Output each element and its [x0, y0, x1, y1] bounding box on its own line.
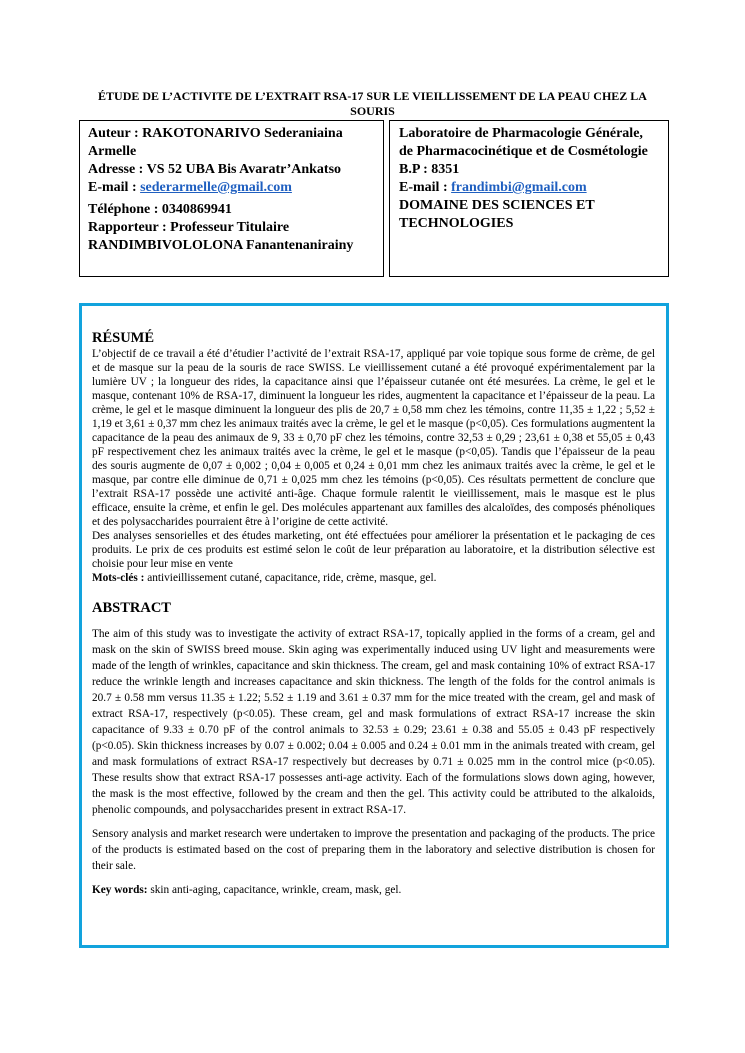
author-email-line [88, 179, 375, 197]
laboratory-info-box [389, 120, 669, 277]
abstract-paragraph: The aim of this study was to investigate the activity of extract RSA-17, topically applied in the forms of a cream, gel and mask on the skin of SWISS breed mouse. Skin aging was experimentally induced using UV light and measurements were made of the length of wrinkles, capacitance and skin thickness. The cream, gel and mask containing 10% of extract RSA-17 reduce the wrinkle length and increases capacitance and skin thickness. The length of the folds for the control animals is 20.7 ± 0.58 mm versus 11.35 ± 1.22; 5.52 ± 1.19 and 3.61 ± 0.37 mm for the mice treated with the cream, gel and mask of extract RSA-17, respectively (p<0.05). These cream, gel and mask formulations of extract RSA-17 increase the skin capacitance of 9.33 ± 0.70 pF of the control animals to 32.53 ± 0.29; 23.61 ± 0.38 and 55.05 ± 0.43 pF respectively (p<0.05). Skin thickness increases by 0.07 ± 0.002; 0.04 ± 0.005 and 0.24 ± 0.01 mm in the animals treated with cream, gel and mask formulations of extract RSA-17 respectively but decreases by 0.71 ± 0.025 mm in the control mice (p<0.05). These results show that extract RSA-17 possesses anti-age activity. Each of the formulations slows down aging, however, the mask is the most effective, followed by the cream and then the gel. This activity could be attributed to the alkaloids, phenolic compounds, and polysaccharides present in extract RSA-17. [92, 628, 655, 816]
abstract-paragraph-2: Sensory analysis and market research were undertaken to improve the presentation and packaging of the products. The price of the products is estimated based on the cost of preparing them in the laboratory and selective distribution is chosen for their sale. [92, 828, 655, 872]
laboratory-bp: B.P : 8351 [399, 162, 460, 177]
abstract-keywords [92, 882, 655, 898]
laboratory-email-label: E-mail : [399, 180, 452, 195]
author-email-label: E-mail : [88, 180, 141, 195]
paper-title: ÉTUDE DE L’ACTIVITE DE L’EXTRAIT RSA-17 SUR LE VIEILLISSEMENT DE LA PEAU CHEZ LA SOURIS [98, 89, 647, 118]
resume-paragraph: L’objectif de ce travail a été d’étudier l’activité de l’extrait RSA-17, appliqué par voie topique sous forme de crème, de gel et de masque sur la peau de la souris de race SWISS. Le vieillissement cutané a été provoqué expérimentalement par la lumière UV ; la longueur des rides, la capacitance ainsi que l’épaisseur cutanée ont été mesurées. La crème, le gel et le masque, contenant 10% de RSA-17, diminuent la longueur les rides, augmentent la capacitance et l’épaisseur de la peau. La crème, le gel et le masque diminuent la longueur des plis de 20,7 ± 0,58 mm chez les témoins, contre 11,35 ± 1,22 ; 5,52 ± 1,19 et 3,61 ± 0,37 mm chez les animaux traités avec la crème, le gel et le masque (p<0,05). Ces formulations augmentent la capacitance de la peau des animaux de 9, 33 ± 0,70 pF chez les témoins, contre 32,53 ± 0,29 ; 23,61 ± 0,38 et 55,05 ± 0,43 pF respectivement chez les animaux traités avec la crème, le gel et le masque (p<0,05). Tandis que l’épaisseur de la peau des souris augmente de 0,07 ± 0,002 ; 0,04 ± 0,005 et 0,24 ± 0,01 mm chez les animaux traités avec la crème, le gel et le masque, par contre elle diminue de 0,71 ± 0,025 mm chez les témoins (p<0,05). Ces résultats permettent de conclure que l’extrait RSA-17 possède une activité anti-âge. Chaque formule ralentit le vieillissement, mais le masque est le plus efficace, ensuite la crème, et enfin le gel. Des molécules appartenant aux familles des alcaloïdes, des composés phénoliques et des polysaccharides pourraient être à l’origine de cette activité. [92, 348, 655, 528]
resume-keywords-text: antivieillissement cutané, capacitance, ride, crème, masque, gel. [144, 572, 437, 584]
author-name: Auteur : RAKOTONARIVO Sederaniaina Armelle [88, 126, 343, 159]
abstract-keywords-text: skin anti-aging, capacitance, wrinkle, cream, mask, gel. [147, 884, 402, 896]
laboratory-email-line [399, 179, 659, 197]
author-email-link[interactable]: sederarmelle@gmail.com [140, 180, 292, 195]
resume-keywords [92, 571, 655, 585]
author-phone: Téléphone : 0340869941 [88, 202, 232, 217]
laboratory-domain: DOMAINE DES SCIENCES ET TECHNOLOGIES [399, 198, 595, 231]
author-info-box [79, 120, 384, 277]
resume-keywords-label: Mots-clés : [92, 572, 145, 584]
laboratory-name: Laboratoire de Pharmacologie Générale, de Pharmacocinétique et de Cosmétologie [399, 126, 648, 159]
abstract-frame [79, 303, 669, 948]
author-address: Adresse : VS 52 UBA Bis Avaratr’Ankatso [88, 162, 342, 177]
abstract-keywords-label: Key words: [92, 884, 148, 896]
laboratory-email-link[interactable]: frandimbi@gmail.com [451, 180, 587, 195]
resume-paragraph-2: Des analyses sensorielles et des études marketing, ont été effectuées pour améliorer la présentation et le packaging de ces produits. Le prix de ces produits est estimé selon le coût de leur préparation au laboratoire, et la distribution sélective est choisie pour leur mise en vente [92, 530, 655, 570]
abstract-heading: ABSTRACT [92, 600, 171, 616]
rapporteur: Rapporteur : Professeur Titulaire RANDIMBIVOLOLONA Fanantenanirainy [88, 220, 354, 253]
resume-heading: RÉSUMÉ [92, 330, 155, 346]
